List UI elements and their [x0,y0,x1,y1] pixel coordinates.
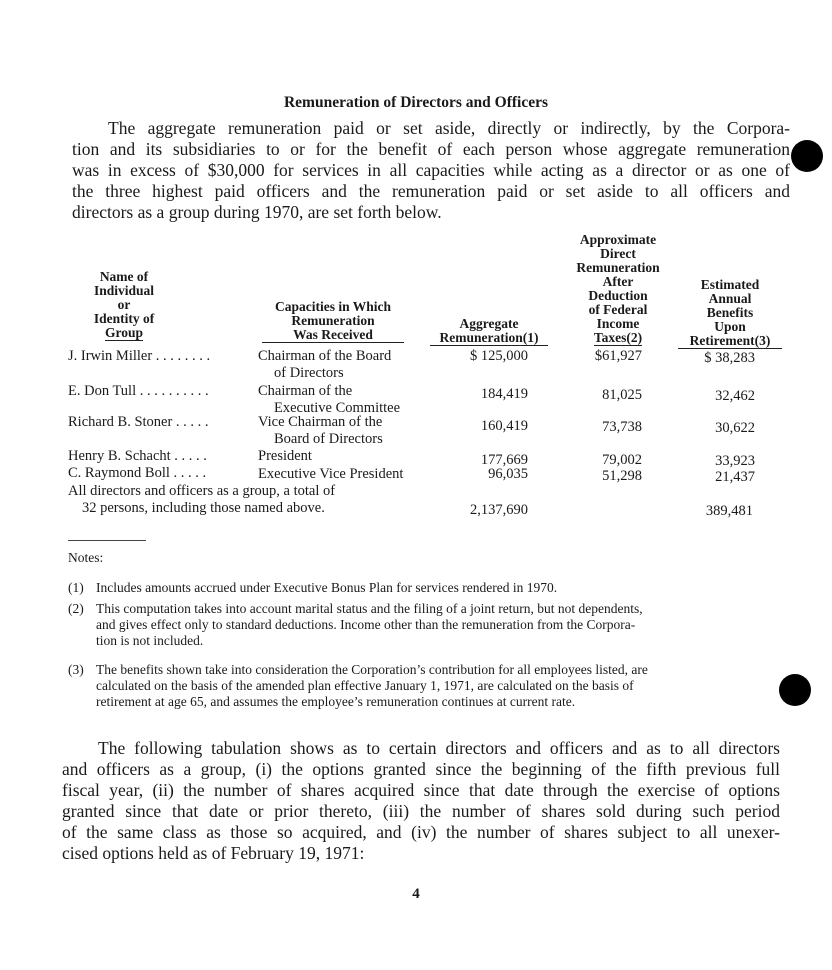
closing-line: fiscal year, (ii) the number of shares acquired since that date through the exercise of options [62,780,780,800]
page-number: 4 [412,886,420,902]
row-estimated: 30,622 [715,420,755,436]
intro-line: was in excess of $30,000 for services in all capacities while acting as a director or as one of [72,160,790,180]
notes-divider [68,540,146,541]
note-2 [68,601,786,649]
row-capacity-line: Executive Vice President [258,466,404,482]
header-capacities [262,300,404,343]
row-capacity-line: Chairman of the [258,383,353,399]
note-line: Includes amounts accrued under Executive Bonus Plan for services rendered in 1970. [96,580,558,595]
row-name: J. Irwin Miller . . . . . . . . [68,348,211,364]
intro-line: The aggregate remuneration paid or set aside, directly or indirectly, by the Corpora- [108,118,790,138]
closing-line: and officers as a group, (i) the options granted since the beginning of the fifth previous full [62,759,780,779]
header-estimated-line: Estimated [700,277,760,292]
row-approx: 79,002 [602,452,642,468]
note-line: This computation takes into account marital status and the filing of a joint return, but not dependents, [96,601,643,616]
header-aggregate [430,317,548,346]
row-aggregate: 184,419 [480,386,528,402]
row-name: Henry B. Schacht . . . . . [68,448,207,464]
header-estimated-line: Upon [714,319,746,334]
intro-paragraph [72,118,790,223]
note-number: (2) [68,601,84,616]
note-line: The benefits shown take into consideration the Corporation’s contribution for all employees listed, are [96,662,648,677]
header-estimated [678,278,782,349]
header-approximate-line: Deduction [588,288,648,303]
group-row-label-line: All directors and officers as a group, a total of [68,483,336,499]
header-aggregate-line: Remuneration(1) [430,331,548,346]
note-line: tion is not included. [96,633,204,648]
closing-paragraph [62,738,780,864]
header-capacities-line: Remuneration [291,313,375,328]
row-aggregate: 96,035 [488,466,528,482]
row-capacity [258,466,403,483]
row-capacity-line: of Directors [274,365,344,381]
row-aggregate: 160,419 [480,418,528,434]
header-name-line: Identity of [93,311,155,326]
header-capacities-line: Was Received [262,328,404,343]
punch-hole [791,140,823,172]
header-approximate-line: Taxes(2) [593,330,643,345]
header-estimated-line: Retirement(3) [678,334,782,349]
row-capacity-line: Vice Chairman of the [258,414,383,430]
row-approx: 81,025 [602,387,642,403]
note-line: and gives effect only to standard deductions. Income other than the remuneration from the Corpora- [96,617,636,632]
group-row-aggregate: 2,137,690 [470,502,528,518]
header-approximate-line: Approximate [579,232,657,247]
row-approx: 51,298 [602,468,642,484]
header-name-line: Group [104,325,143,340]
row-name: C. Raymond Boll . . . . . [68,465,207,481]
note-3 [68,662,786,710]
header-name [78,270,170,340]
header-approximate-line: Direct [600,246,636,261]
intro-line: the three highest paid officers and the remuneration paid or set aside to all officers and [72,181,790,201]
punch-hole [779,674,811,706]
header-approximate-line: After [602,274,634,289]
header-approximate-line: Income [596,316,640,331]
group-row-estimated: 389,481 [705,503,753,519]
note-line: retirement at age 65, and assumes the employee’s remuneration continues at current rate. [96,694,576,709]
header-name-line: Name of [99,269,149,284]
row-aggregate: 177,669 [480,452,528,468]
header-approximate-line: of Federal [588,302,648,317]
row-estimated: 21,437 [715,469,755,485]
header-estimated-line: Benefits [706,305,754,320]
group-row-label-line: 32 persons, including those named above. [82,500,325,516]
row-capacity-line: Chairman of the Board [258,348,392,364]
row-capacity [258,383,400,417]
header-aggregate-line: Aggregate [459,316,519,331]
closing-line: of the same class as those so acquired, and (iv) the number of shares subject to all unexer- [62,822,780,842]
header-approximate [568,233,668,345]
section-title: Remuneration of Directors and Officers [283,94,548,111]
note-1 [68,580,786,596]
row-capacity-line: Executive Committee [274,400,401,416]
header-name-line: or [117,297,131,312]
note-number: (1) [68,580,84,595]
row-aggregate: $ 125,000 [470,348,528,364]
closing-line: granted since that date or prior thereto, (iii) the number of shares sold during such period [62,801,780,821]
row-estimated: 33,923 [715,453,755,469]
row-estimated: 32,462 [715,388,755,404]
header-approximate-line: Remuneration [576,260,660,275]
closing-line: cised options held as of February 19, 1971: [62,843,365,863]
header-estimated-line: Annual [708,291,752,306]
note-number: (3) [68,662,84,677]
row-capacity [258,348,391,382]
intro-line: tion and its subsidiaries to or for the benefit of each person whose aggregate remuneration [72,139,790,159]
intro-line: directors as a group during 1970, are set forth below. [72,202,442,222]
row-approx: 73,738 [602,419,642,435]
closing-line: The following tabulation shows as to certain directors and officers and as to all directors [98,738,780,758]
notes-label: Notes: [68,550,104,565]
row-name: E. Don Tull . . . . . . . . . . [68,383,209,399]
row-capacity [258,414,383,448]
group-row-label [68,483,335,517]
header-capacities-line: Capacities in Which [274,299,391,314]
row-name: Richard B. Stoner . . . . . [68,414,209,430]
row-approx: $61,927 [594,348,642,364]
note-line: calculated on the basis of the amended plan effective January 1, 1971, are calculated on the basis of [96,678,634,693]
row-capacity-line: Board of Directors [274,431,383,447]
row-capacity-line: President [258,448,312,464]
header-name-line: Individual [93,283,155,298]
row-estimated: $ 38,283 [704,350,755,366]
row-capacity [258,448,312,465]
